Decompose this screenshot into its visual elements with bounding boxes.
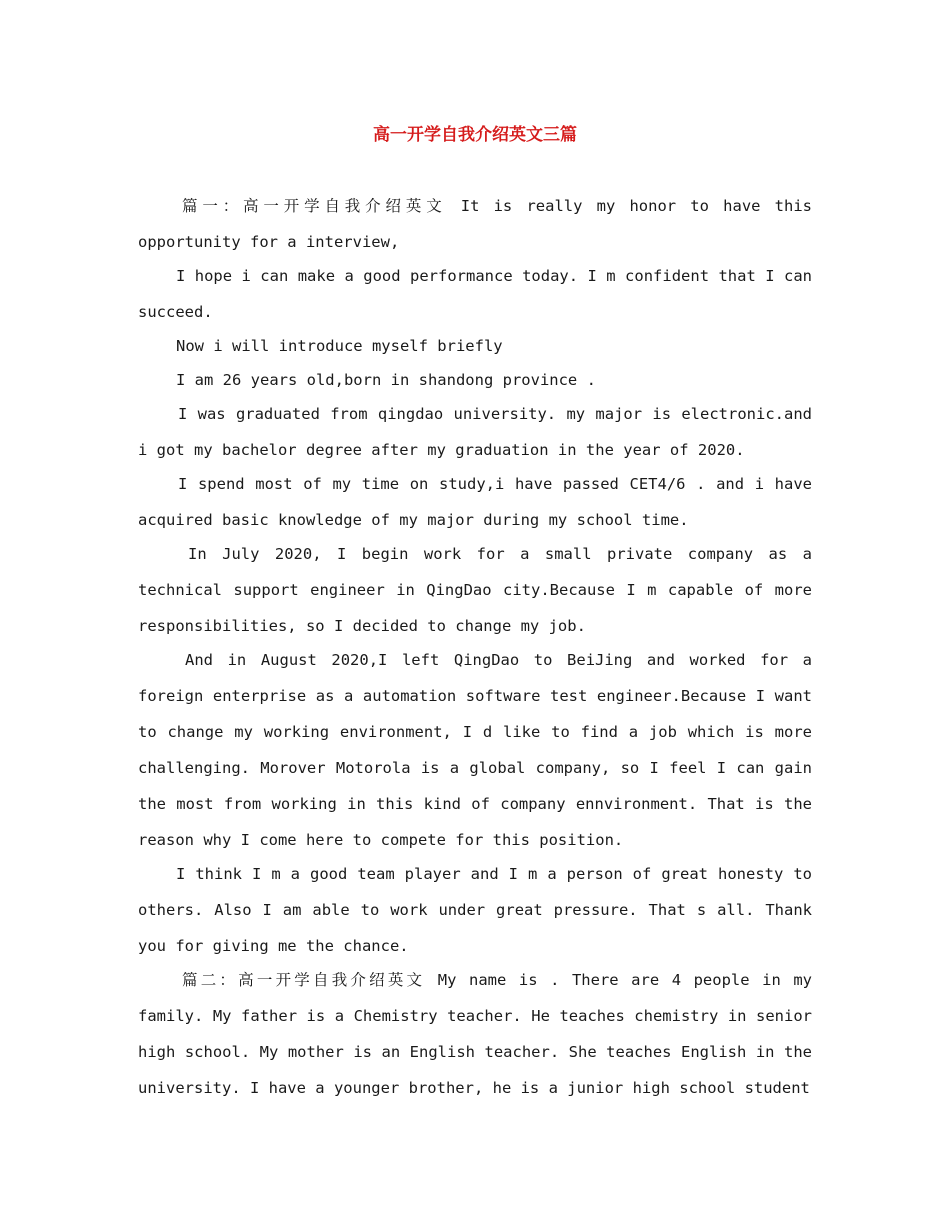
paragraph-7: In July 2020, I begin work for a small private company as a technical support engineer in QingDao city.Because I m capable of more responsibilities, so I decided to change my job.: [138, 545, 812, 635]
paragraph-1: 篇一：高一开学自我介绍英文 It is really my honor to have this opportunity for a interview,: [138, 197, 812, 251]
paragraph-4: I am 26 years old,born in shandong province .: [176, 371, 596, 389]
document-title: 高一开学自我介绍英文三篇: [373, 125, 577, 145]
paragraph-2: I hope i can make a good performance today. I m confident that I can succeed.: [138, 267, 812, 321]
paragraph-3: Now i will introduce myself briefly: [176, 337, 503, 355]
paragraph-5: I was graduated from qingdao university. my major is electronic.and i got my bachelor degree after my graduation in the year of 2020.: [138, 405, 812, 459]
paragraph-6: I spend most of my time on study,i have passed CET4/6 . and i have acquired basic knowledge of my major during my school time.: [138, 475, 812, 529]
paragraph-9: I think I m a good team player and I m a person of great honesty to others. Also I am able to work under great pressure. That s all. Thank you for giving me the chance.: [138, 865, 812, 955]
document-body: [138, 188, 812, 1106]
paragraph-10: 篇二：高一开学自我介绍英文 My name is . There are 4 people in my family. My father is a Chemistry teacher. He teaches chemistry in senior high school. My mother is an English teacher. She teaches English in the university. I have a younger brother, he is a junior high school student: [138, 971, 812, 1097]
paragraph-8: And in August 2020,I left QingDao to BeiJing and worked for a foreign enterprise as a automation software test engineer.Because I want to change my working environment, I d like to find a job which is more challenging. Morover Motorola is a global company, so I feel I can gain the most from working in this kind of company ennvironment. That is the reason why I come here to compete for this position.: [138, 651, 812, 849]
